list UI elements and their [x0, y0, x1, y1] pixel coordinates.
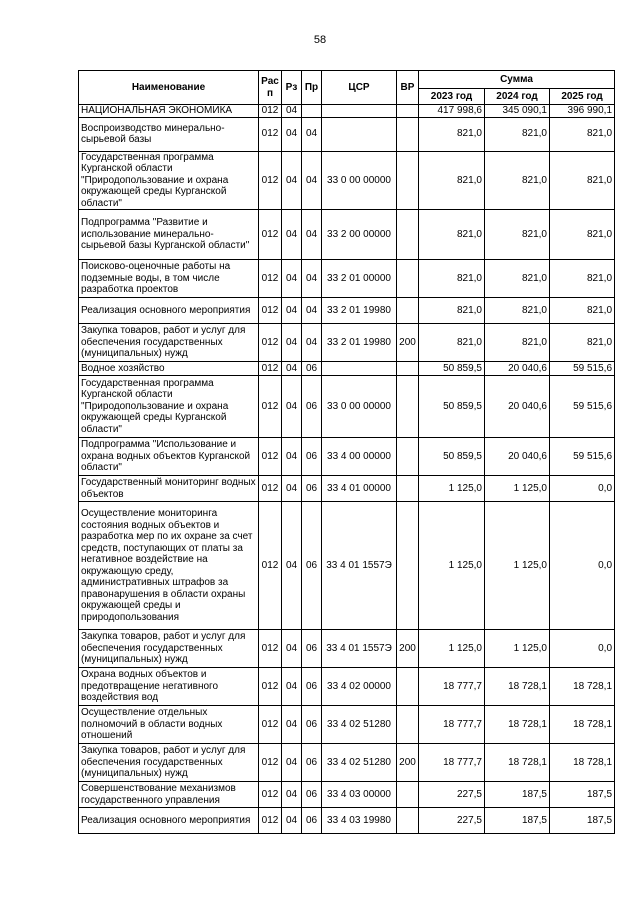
row-csr: 33 4 02 00000 [322, 668, 397, 706]
header-year-2024: 2024 год [485, 89, 550, 105]
row-rasp: 012 [259, 744, 282, 782]
row-amount-2025: 821,0 [550, 298, 615, 324]
row-amount-2023: 821,0 [419, 210, 485, 260]
row-csr: 33 4 02 51280 [322, 744, 397, 782]
row-rasp: 012 [259, 376, 282, 438]
row-name: Воспроизводство минерально-сырьевой базы [79, 117, 259, 151]
row-csr: 33 2 01 19980 [322, 298, 397, 324]
row-amount-2025: 0,0 [550, 476, 615, 502]
row-amount-2023: 1 125,0 [419, 630, 485, 668]
table-row [79, 362, 615, 376]
row-rasp: 012 [259, 260, 282, 298]
row-pr: 04 [302, 117, 322, 151]
row-vr [397, 668, 419, 706]
row-amount-2024: 821,0 [485, 260, 550, 298]
row-amount-2023: 417 998,6 [419, 105, 485, 118]
row-amount-2025: 18 728,1 [550, 668, 615, 706]
table-row [79, 260, 615, 298]
row-pr: 06 [302, 438, 322, 476]
row-amount-2025: 187,5 [550, 808, 615, 834]
row-amount-2025: 821,0 [550, 151, 615, 210]
row-amount-2025: 821,0 [550, 117, 615, 151]
row-name: Подпрограмма "Развитие и использование минерально-сырьевой базы Курганской области" [79, 210, 259, 260]
row-vr [397, 151, 419, 210]
row-vr [397, 117, 419, 151]
row-amount-2024: 821,0 [485, 298, 550, 324]
table-row [79, 502, 615, 630]
row-rz: 04 [282, 438, 302, 476]
row-name: Подпрограмма "Использование и охрана водных объектов Курганской области" [79, 438, 259, 476]
row-amount-2025: 59 515,6 [550, 376, 615, 438]
row-vr [397, 298, 419, 324]
row-rz: 04 [282, 210, 302, 260]
header-csr: ЦСР [322, 71, 397, 105]
budget-table [78, 70, 615, 834]
table-row [79, 117, 615, 151]
row-amount-2023: 821,0 [419, 151, 485, 210]
row-vr [397, 782, 419, 808]
row-rasp: 012 [259, 782, 282, 808]
row-amount-2024: 821,0 [485, 117, 550, 151]
row-amount-2023: 1 125,0 [419, 476, 485, 502]
row-pr: 06 [302, 782, 322, 808]
row-amount-2025: 18 728,1 [550, 744, 615, 782]
row-amount-2025: 0,0 [550, 502, 615, 630]
row-amount-2024: 20 040,6 [485, 438, 550, 476]
row-csr: 33 0 00 00000 [322, 376, 397, 438]
table-row [79, 438, 615, 476]
row-csr: 33 2 01 19980 [322, 324, 397, 362]
row-pr: 06 [302, 376, 322, 438]
row-pr: 06 [302, 502, 322, 630]
row-csr: 33 4 02 51280 [322, 706, 397, 744]
row-rz: 04 [282, 502, 302, 630]
row-name: Закупка товаров, работ и услуг для обеспечения государственных (муниципальных) нужд [79, 630, 259, 668]
row-amount-2023: 821,0 [419, 298, 485, 324]
row-rz: 04 [282, 260, 302, 298]
row-rasp: 012 [259, 476, 282, 502]
row-csr: 33 4 01 1557Э [322, 502, 397, 630]
row-rz: 04 [282, 476, 302, 502]
table-row [79, 668, 615, 706]
row-csr [322, 105, 397, 118]
row-name: НАЦИОНАЛЬНАЯ ЭКОНОМИКА [79, 105, 259, 118]
header-year-2023: 2023 год [419, 89, 485, 105]
row-pr: 04 [302, 151, 322, 210]
row-name: Государственная программа Курганской области "Природопользование и охрана окружающей среды Курганской области" [79, 151, 259, 210]
row-name: Закупка товаров, работ и услуг для обеспечения государственных (муниципальных) нужд [79, 324, 259, 362]
row-rz: 04 [282, 376, 302, 438]
row-pr: 04 [302, 298, 322, 324]
header-sum: Сумма [419, 71, 615, 89]
row-amount-2025: 59 515,6 [550, 438, 615, 476]
row-amount-2023: 821,0 [419, 324, 485, 362]
row-name: Государственная программа Курганской области "Природопользование и охрана окружающей среды Курганской области" [79, 376, 259, 438]
row-rasp: 012 [259, 105, 282, 118]
row-rz: 04 [282, 744, 302, 782]
row-amount-2024: 821,0 [485, 324, 550, 362]
row-rasp: 012 [259, 706, 282, 744]
row-amount-2024: 1 125,0 [485, 502, 550, 630]
row-name: Реализация основного мероприятия [79, 298, 259, 324]
row-csr: 33 0 00 00000 [322, 151, 397, 210]
row-pr: 06 [302, 668, 322, 706]
row-pr: 06 [302, 630, 322, 668]
row-amount-2024: 821,0 [485, 210, 550, 260]
table-row [79, 210, 615, 260]
row-rasp: 012 [259, 151, 282, 210]
row-amount-2024: 187,5 [485, 782, 550, 808]
row-pr: 04 [302, 260, 322, 298]
row-rz: 04 [282, 151, 302, 210]
row-pr: 04 [302, 324, 322, 362]
row-vr [397, 706, 419, 744]
table-row [79, 105, 615, 118]
header-name: Наименование [79, 71, 259, 105]
row-csr: 33 2 01 00000 [322, 260, 397, 298]
row-vr [397, 362, 419, 376]
row-amount-2025: 187,5 [550, 782, 615, 808]
page-number: 58 [313, 34, 327, 46]
row-csr: 33 4 01 1557Э [322, 630, 397, 668]
row-amount-2024: 1 125,0 [485, 630, 550, 668]
row-rz: 04 [282, 105, 302, 118]
row-amount-2025: 821,0 [550, 260, 615, 298]
header-vr: ВР [397, 71, 419, 105]
row-amount-2024: 345 090,1 [485, 105, 550, 118]
row-rasp: 012 [259, 324, 282, 362]
row-pr: 06 [302, 476, 322, 502]
row-amount-2024: 187,5 [485, 808, 550, 834]
row-amount-2023: 1 125,0 [419, 502, 485, 630]
row-vr: 200 [397, 630, 419, 668]
row-amount-2023: 18 777,7 [419, 706, 485, 744]
row-rasp: 012 [259, 362, 282, 376]
row-rz: 04 [282, 117, 302, 151]
row-pr [302, 105, 322, 118]
row-amount-2024: 1 125,0 [485, 476, 550, 502]
row-amount-2023: 50 859,5 [419, 438, 485, 476]
row-amount-2024: 20 040,6 [485, 376, 550, 438]
row-amount-2025: 59 515,6 [550, 362, 615, 376]
row-pr: 06 [302, 744, 322, 782]
row-rz: 04 [282, 298, 302, 324]
row-csr [322, 117, 397, 151]
table-row [79, 808, 615, 834]
row-csr: 33 4 03 00000 [322, 782, 397, 808]
row-name: Государственный мониторинг водных объектов [79, 476, 259, 502]
table-row [79, 706, 615, 744]
table-body [79, 105, 615, 834]
row-amount-2023: 50 859,5 [419, 376, 485, 438]
row-pr: 06 [302, 808, 322, 834]
row-name: Совершенствование механизмов государственного управления [79, 782, 259, 808]
row-pr: 06 [302, 362, 322, 376]
row-name: Закупка товаров, работ и услуг для обеспечения государственных (муниципальных) нужд [79, 744, 259, 782]
table-row [79, 782, 615, 808]
row-amount-2025: 0,0 [550, 630, 615, 668]
row-rz: 04 [282, 808, 302, 834]
row-rasp: 012 [259, 502, 282, 630]
row-rz: 04 [282, 324, 302, 362]
row-name: Осуществление мониторинга состояния водных объектов и разработка мер по их охране за счет средств, поступающих от платы за негативное воздействие на окружающую среду, административных штрафов за правонарушения в области охраны окружающей среды и природопользования [79, 502, 259, 630]
row-rz: 04 [282, 362, 302, 376]
row-amount-2023: 821,0 [419, 260, 485, 298]
row-vr [397, 376, 419, 438]
row-csr: 33 2 00 00000 [322, 210, 397, 260]
row-vr [397, 808, 419, 834]
row-vr [397, 502, 419, 630]
row-csr: 33 4 03 19980 [322, 808, 397, 834]
row-amount-2024: 20 040,6 [485, 362, 550, 376]
row-amount-2025: 821,0 [550, 324, 615, 362]
row-amount-2023: 821,0 [419, 117, 485, 151]
row-rasp: 012 [259, 438, 282, 476]
table-row [79, 744, 615, 782]
row-vr [397, 476, 419, 502]
row-rasp: 012 [259, 117, 282, 151]
row-rz: 04 [282, 630, 302, 668]
header-year-2025: 2025 год [550, 89, 615, 105]
row-amount-2024: 18 728,1 [485, 668, 550, 706]
row-amount-2025: 821,0 [550, 210, 615, 260]
row-name: Охрана водных объектов и предотвращение негативного воздействия вод [79, 668, 259, 706]
row-vr: 200 [397, 324, 419, 362]
row-vr [397, 438, 419, 476]
row-csr [322, 362, 397, 376]
table-header [79, 71, 615, 105]
row-amount-2023: 227,5 [419, 808, 485, 834]
row-pr: 04 [302, 210, 322, 260]
table-row [79, 298, 615, 324]
row-rasp: 012 [259, 630, 282, 668]
row-amount-2023: 227,5 [419, 782, 485, 808]
header-pr: Пр [302, 71, 322, 105]
row-amount-2024: 18 728,1 [485, 744, 550, 782]
row-csr: 33 4 00 00000 [322, 438, 397, 476]
row-rasp: 012 [259, 808, 282, 834]
table-row [79, 630, 615, 668]
row-rz: 04 [282, 706, 302, 744]
row-amount-2025: 18 728,1 [550, 706, 615, 744]
table-row [79, 476, 615, 502]
row-name: Осуществление отдельных полномочий в области водных отношений [79, 706, 259, 744]
row-rasp: 012 [259, 210, 282, 260]
row-amount-2023: 50 859,5 [419, 362, 485, 376]
row-vr: 200 [397, 744, 419, 782]
row-amount-2024: 821,0 [485, 151, 550, 210]
row-vr [397, 260, 419, 298]
row-name: Реализация основного мероприятия [79, 808, 259, 834]
table-row [79, 324, 615, 362]
row-pr: 06 [302, 706, 322, 744]
table-row [79, 151, 615, 210]
row-amount-2024: 18 728,1 [485, 706, 550, 744]
row-name: Поисково-оценочные работы на подземные воды, в том числе разработка проектов [79, 260, 259, 298]
row-amount-2025: 396 990,1 [550, 105, 615, 118]
row-rasp: 012 [259, 668, 282, 706]
row-amount-2023: 18 777,7 [419, 668, 485, 706]
row-rz: 04 [282, 668, 302, 706]
header-rasp: Рас п [259, 71, 282, 105]
row-vr [397, 210, 419, 260]
row-amount-2023: 18 777,7 [419, 744, 485, 782]
table-row [79, 376, 615, 438]
row-csr: 33 4 01 00000 [322, 476, 397, 502]
header-rz: Рз [282, 71, 302, 105]
row-rasp: 012 [259, 298, 282, 324]
row-vr [397, 105, 419, 118]
row-name: Водное хозяйство [79, 362, 259, 376]
row-rz: 04 [282, 782, 302, 808]
